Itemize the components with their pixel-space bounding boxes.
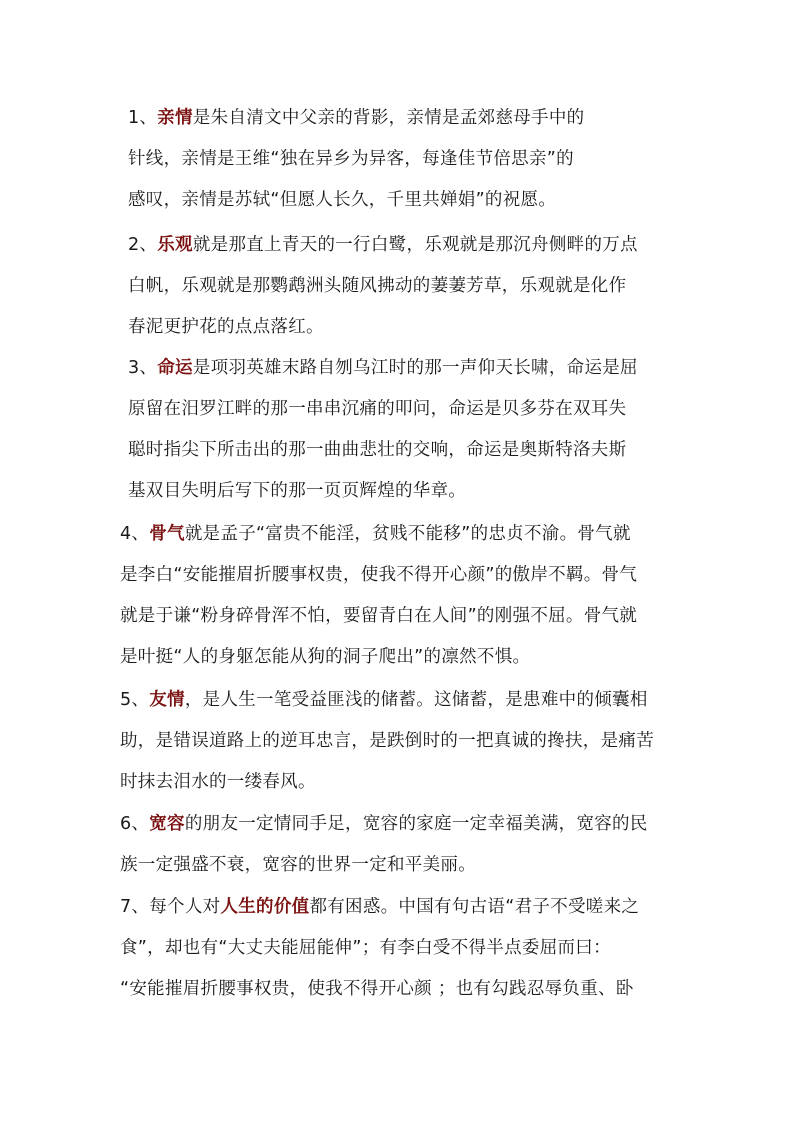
paragraph-number: 5、 <box>120 690 150 710</box>
paragraph-2 <box>128 225 688 348</box>
line-text: 是项羽英雄末路自刎乌江时的那一声仰天长啸，命运是屈 <box>192 358 638 378</box>
paragraph-number: 2、 <box>128 235 158 255</box>
line-text: 每个人对 <box>149 897 221 917</box>
paragraph-line: 针线，亲情是王维“独在异乡为异客，每逢佳节倍思亲”的 <box>128 149 574 169</box>
paragraph-line <box>128 98 688 139</box>
paragraph-line: 基双目失明后写下的那一页页辉煌的华章。 <box>128 481 467 501</box>
paragraph-line: 助，是错误道路上的逆耳忠言，是跌倒时的一把真诚的搀扶，是痛苦 <box>120 731 654 751</box>
paragraph-5 <box>120 680 690 803</box>
paragraph-line: 春泥更护花的点点落红。 <box>128 317 324 337</box>
paragraph-number: 7、 <box>120 897 150 917</box>
paragraph-line: 是叶挺“人的身躯怎能从狗的洞子爬出”的凛然不惧。 <box>120 647 531 667</box>
paragraph-line: 就是于谦“粉身碎骨浑不怕，要留青白在人间”的刚强不屈。骨气就 <box>120 606 638 626</box>
paragraph-line: 食”，却也有“大丈夫能屈能伸”；有李白受不得半点委屈而曰： <box>120 938 611 958</box>
paragraph-line: 原留在汨罗江畔的那一串串沉痛的叩问，命运是贝多芬在双耳失 <box>128 399 627 419</box>
paragraph-line <box>120 887 690 928</box>
paragraph-line: 白帆，乐观就是那鹦鹉洲头随风拂动的萋萋芳草，乐观就是化作 <box>128 276 627 296</box>
line-text: 就是那直上青天的一行白鹭，乐观就是那沉舟侧畔的万点 <box>192 235 638 255</box>
keyword: 友情 <box>149 690 185 710</box>
paragraph-line: 聪时指尖下所击出的那一曲曲悲壮的交响，命运是奥斯特洛夫斯 <box>128 440 627 460</box>
keyword: 人生的价值 <box>220 897 310 917</box>
paragraph-line <box>120 514 690 555</box>
paragraph-line <box>128 348 688 389</box>
paragraph-line <box>128 225 688 266</box>
paragraph-3 <box>128 348 688 512</box>
keyword: 亲情 <box>157 108 193 128</box>
paragraph-number: 1、 <box>128 108 158 128</box>
paragraph-line <box>120 804 690 845</box>
paragraph-line: 时抹去泪水的一缕春风。 <box>120 772 316 792</box>
line-text: ，是人生一笔受益匪浅的储蓄。这储蓄，是患难中的倾囊相 <box>184 690 648 710</box>
paragraph-6 <box>120 804 690 886</box>
line-text: 都有困惑。中国有句古语“君子不受嗟来之 <box>309 897 640 917</box>
paragraph-number: 6、 <box>120 814 150 834</box>
paragraph-line: 族一定强盛不衰，宽容的世界一定和平美丽。 <box>120 855 476 875</box>
line-text: 是朱自清文中父亲的背影，亲情是孟郊慈母手中的 <box>192 108 585 128</box>
paragraph-4 <box>120 514 690 678</box>
paragraph-number: 3、 <box>128 358 158 378</box>
keyword: 乐观 <box>157 235 193 255</box>
keyword: 宽容 <box>149 814 185 834</box>
paragraph-1 <box>128 98 688 221</box>
paragraph-line: 感叹，亲情是苏轼“但愿人长久，千里共婵娟”的祝愿。 <box>128 190 557 210</box>
line-text: 就是孟子“富贵不能淫，贫贱不能移”的忠贞不渝。骨气就 <box>184 524 631 544</box>
keyword: 命运 <box>157 358 193 378</box>
keyword: 骨气 <box>149 524 185 544</box>
paragraph-number: 4、 <box>120 524 150 544</box>
paragraph-line: 是李白“安能摧眉折腰事权贵，使我不得开心颜”的傲岸不羁。骨气 <box>120 565 638 585</box>
line-text: 的朋友一定情同手足，宽容的家庭一定幸福美满，宽容的民 <box>184 814 648 834</box>
paragraph-line: “安能摧眉折腰事权贵，使我不得开心颜 ；也有勾践忍辱负重、卧 <box>120 979 634 999</box>
paragraph-7 <box>120 887 690 1010</box>
paragraph-line <box>120 680 690 721</box>
